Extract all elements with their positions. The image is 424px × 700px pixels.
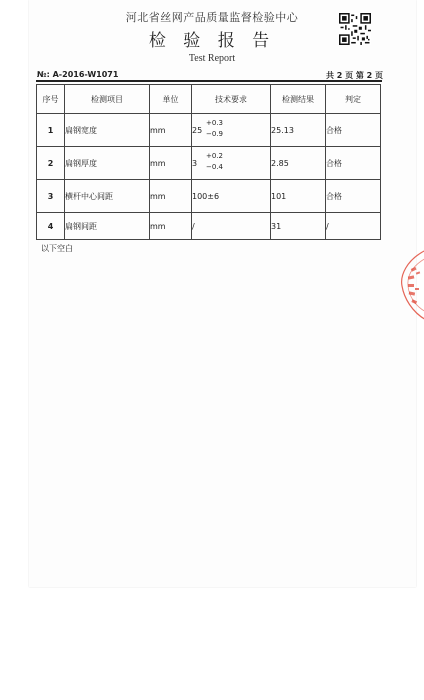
blank-below-note: 以下空白 xyxy=(41,244,73,253)
row-item: 扁钢间距 xyxy=(65,213,150,240)
report-subtitle: Test Report xyxy=(188,53,236,64)
tolerance-plus: +0.3 xyxy=(206,119,223,127)
row-item: 横杆中心间距 xyxy=(65,180,150,213)
row-seq: 4 xyxy=(37,213,65,240)
row-requirement xyxy=(192,114,271,147)
tolerance-plus: +0.2 xyxy=(206,152,223,160)
row-item: 扁钢厚度 xyxy=(65,147,150,180)
row-requirement: / xyxy=(192,213,271,240)
column-header: 检测项目 xyxy=(65,85,150,114)
row-item: 扁钢宽度 xyxy=(65,114,150,147)
row-unit: mm xyxy=(150,114,192,147)
requirement-nominal: 25 xyxy=(192,126,203,135)
row-result: 2.85 xyxy=(271,147,326,180)
row-requirement xyxy=(192,147,271,180)
column-header: 技术要求 xyxy=(192,85,271,114)
row-seq: 1 xyxy=(37,114,65,147)
row-requirement: 100±6 xyxy=(192,180,271,213)
results-table xyxy=(36,84,381,240)
row-verdict: 合格 xyxy=(326,147,381,180)
table-header-row xyxy=(37,85,381,114)
column-header: 单位 xyxy=(150,85,192,114)
row-result: 101 xyxy=(271,180,326,213)
header-rule xyxy=(36,80,382,82)
table-row xyxy=(37,180,381,213)
column-header: 判定 xyxy=(326,85,381,114)
column-header: 序号 xyxy=(37,85,65,114)
organization-name: 河北省丝网产品质量监督检验中心 xyxy=(125,11,299,24)
row-result: 31 xyxy=(271,213,326,240)
red-seal-stamp-icon xyxy=(392,246,424,324)
row-verdict: / xyxy=(326,213,381,240)
row-verdict: 合格 xyxy=(326,180,381,213)
row-seq: 2 xyxy=(37,147,65,180)
table-row xyxy=(37,114,381,147)
qr-code-icon xyxy=(339,13,371,45)
row-unit: mm xyxy=(150,180,192,213)
row-verdict: 合格 xyxy=(326,114,381,147)
row-unit: mm xyxy=(150,147,192,180)
row-seq: 3 xyxy=(37,180,65,213)
tolerance-minus: −0.4 xyxy=(206,163,223,171)
row-result: 25.13 xyxy=(271,114,326,147)
column-header: 检测结果 xyxy=(271,85,326,114)
report-title: 检 验 报 告 xyxy=(148,31,276,51)
report-number: №: A-2016-W1071 xyxy=(37,70,119,79)
table-row xyxy=(37,147,381,180)
page-info: 共 2 页 第 2 页 xyxy=(325,71,383,80)
table-row xyxy=(37,213,381,240)
requirement-nominal: 3 xyxy=(192,159,198,168)
row-unit: mm xyxy=(150,213,192,240)
tolerance-minus: −0.9 xyxy=(206,130,223,138)
